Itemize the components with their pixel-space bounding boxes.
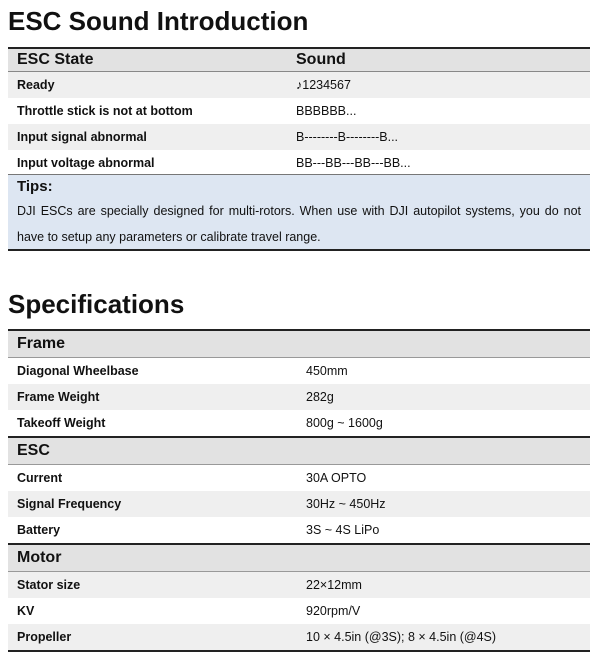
table-row [8, 624, 590, 652]
spec-value: 22×12mm [306, 578, 362, 592]
tips-box [8, 174, 590, 251]
spec-value: 30Hz ~ 450Hz [306, 497, 386, 511]
table-row [8, 517, 590, 543]
spec-value: 10 × 4.5in (@3S); 8 × 4.5in (@4S) [306, 630, 497, 644]
spec-key: Propeller [17, 630, 72, 644]
spec-key: KV [17, 604, 35, 618]
group-header-frame [8, 329, 590, 358]
spec-value: 282g [306, 390, 334, 404]
esc-sound: BBBBBB... [296, 104, 357, 118]
esc-sound: BB---BB---BB---BB... [296, 156, 411, 170]
spec-key: Battery [17, 523, 61, 537]
table-row [8, 384, 590, 410]
specifications-table [8, 329, 590, 652]
table-row [8, 124, 590, 150]
header-esc-state: ESC State [17, 51, 94, 68]
esc-sound: ♪1234567 [296, 78, 351, 92]
table-row [8, 598, 590, 624]
group-name: Motor [17, 549, 62, 566]
esc-sound-table [8, 47, 590, 176]
spec-key: Signal Frequency [17, 497, 122, 511]
tips-title: Tips: [17, 178, 53, 195]
esc-state: Input signal abnormal [17, 130, 147, 144]
table-row [8, 98, 590, 124]
specifications-title: Specifications [8, 289, 185, 319]
spec-value: 800g ~ 1600g [306, 416, 383, 430]
spec-value: 3S ~ 4S LiPo [306, 523, 380, 537]
table-row [8, 572, 590, 598]
spec-value: 920rpm/V [306, 604, 361, 618]
esc-sound: B--------B--------B... [296, 130, 399, 144]
table-row [8, 465, 590, 491]
table-row [8, 491, 590, 517]
spec-key: Takeoff Weight [17, 416, 106, 430]
table-row [8, 410, 590, 436]
spec-value: 30A OPTO [306, 471, 367, 485]
spec-key: Stator size [17, 578, 81, 592]
table-row [8, 150, 590, 176]
spec-key: Current [17, 471, 63, 485]
table-row [8, 358, 590, 384]
group-header-motor [8, 543, 590, 572]
esc-state: Input voltage abnormal [17, 156, 155, 170]
spec-key: Frame Weight [17, 390, 100, 404]
esc-state: Throttle stick is not at bottom [17, 104, 193, 118]
group-name: Frame [17, 335, 66, 352]
group-name: ESC [17, 442, 50, 459]
tips-text: DJI ESCs are specially designed for multi-rotors. When use with DJI autopilot systems, you do not have to setup any parameters or calibrate travel range. [17, 204, 581, 244]
table-row [8, 72, 590, 98]
group-header-esc [8, 436, 590, 465]
spec-value: 450mm [306, 364, 348, 378]
header-sound: Sound [296, 51, 346, 68]
esc-sound-title: ESC Sound Introduction [8, 6, 309, 36]
table-header [8, 47, 590, 72]
spec-key: Diagonal Wheelbase [17, 364, 139, 378]
esc-state: Ready [17, 78, 55, 92]
